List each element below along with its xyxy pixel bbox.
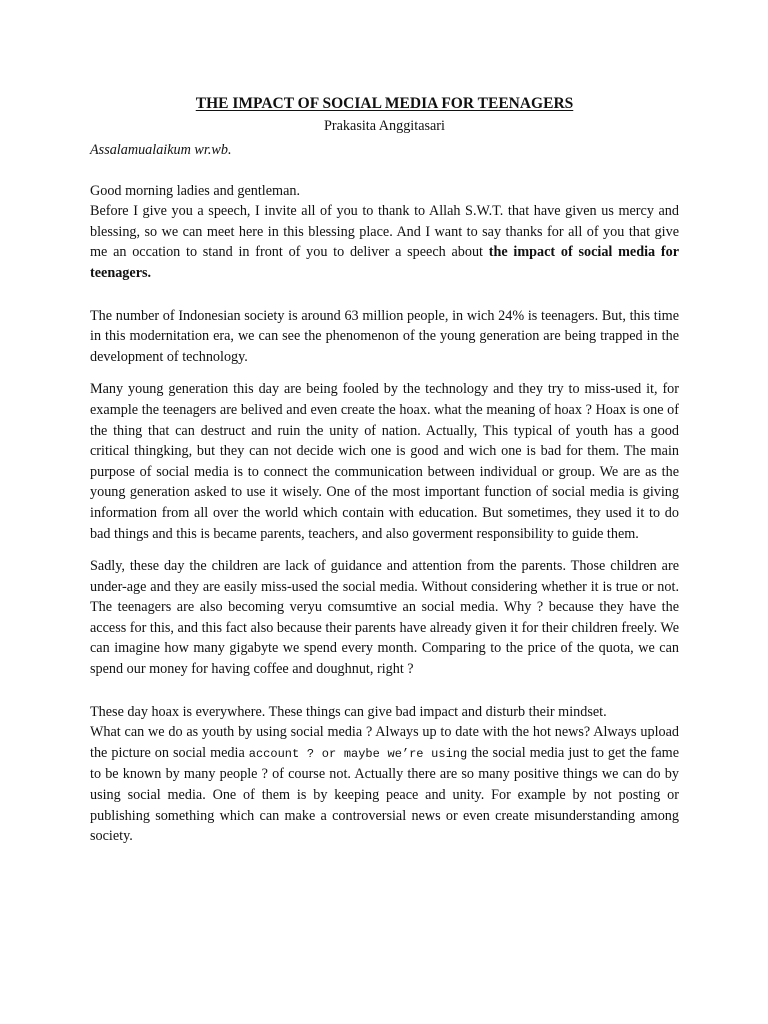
- solution-body: [90, 722, 679, 847]
- greeting: Assalamualaikum wr.wb.: [90, 142, 232, 158]
- paragraph-opening: [90, 181, 679, 284]
- paragraph-solution: [90, 702, 679, 847]
- solution-text-b: the social media just to get the fame to be known by many people ? of course not. Actually there are so many positive things we can do by using social media. One of them is by keeping peace and unity. For example by not posting or publishing something which can make a controversial news or even create misunderstanding among society.: [90, 744, 679, 845]
- document-title: THE IMPACT OF SOCIAL MEDIA FOR TEENAGERS: [195, 95, 574, 112]
- paragraph-statistics: The number of Indonesian society is around 63 million people, in wich 24% is teenagers. But, this time in this modernitation era, we can see the phenomenon of the young generation are being trapped in the development of technology.: [90, 307, 679, 365]
- paragraph-parents: Sadly, these day the children are lack of guidance and attention from the parents. Those children are under-age and they are easily miss-used the social media. Without considering whether it is true or not. The teenagers are also becoming veryu comsumtive an social media. Why ? because they have the access for this, and this fact also because their parents have already given it for their children freely. We can imagine how many gigabyte we spend every month. Comparing to the price of the quota, we can spend our money for having coffee and doughnut, right ?: [90, 558, 679, 678]
- paragraph-hoax: Many young generation this day are being fooled by the technology and they try to miss-used it, for example the teenagers are belived and even create the hoax. what the meaning of hoax ? Hoax is one of the thing that can destruct and ruin the unity of nation. Actually, This typical of youth has a good critical thingking, but they can not decide wich one is good and wich one is bad for them. The main purpose of social media is to connect the communication between individual or group. We are as the young generation asked to use it wisely. One of the most important function of social media is giving information from all over the world which contain with education. But sometimes, they used it to do bad things and this is became parents, teachers, and also goverment responsibility to guide them.: [90, 381, 679, 542]
- author-name: Prakasita Anggitasari: [324, 118, 445, 134]
- opening-salutation: Good morning ladies and gentleman.: [90, 182, 301, 199]
- opening-body: [90, 201, 679, 283]
- speech-topic: the impact of social media for teenagers.: [90, 244, 679, 281]
- solution-intro: These day hoax is everywhere. These things can give bad impact and disturb their mindset.: [90, 703, 607, 720]
- solution-mono-text: account ? or maybe we’re using: [248, 746, 468, 761]
- solution-text-a: What can we do as youth by using social media ? Always up to date with the hot news? Always upload the picture on social media: [90, 724, 679, 761]
- opening-text: Before I give you a speech, I invite all of you to thank to Allah S.W.T. that have given us mercy and blessing, so we can meet here in this blessing place. And I want to say thanks for all of you that give me an occation to stand in front of you to deliver a speech about: [90, 203, 679, 261]
